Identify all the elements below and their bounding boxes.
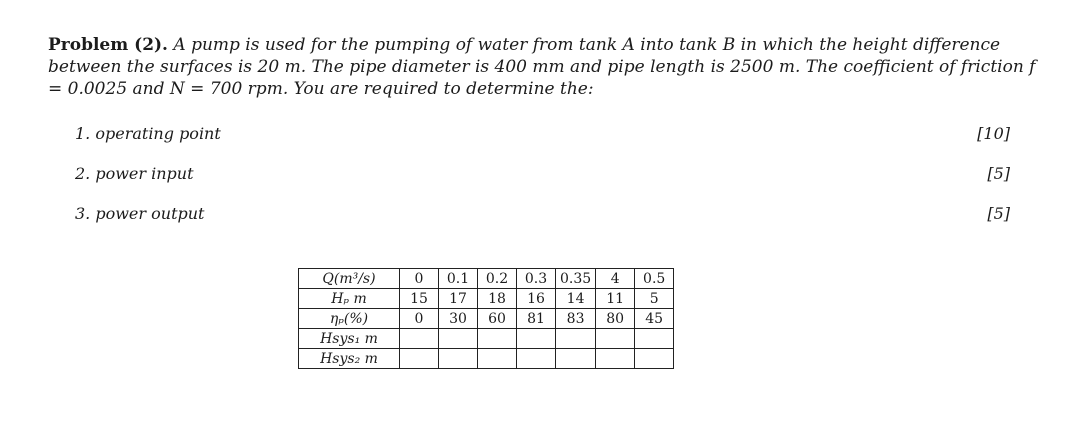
table-cell: 60	[478, 309, 517, 329]
table-cell	[635, 329, 674, 349]
table-cell: 30	[439, 309, 478, 329]
question-item	[75, 164, 1010, 204]
row-label: Hₚ m	[299, 289, 400, 309]
table-cell: 81	[517, 309, 556, 329]
row-label: Hsys₁ m	[299, 329, 400, 349]
table-cell	[596, 329, 635, 349]
table-cell: 4	[596, 269, 635, 289]
table-cell	[596, 349, 635, 369]
table-cell: 11	[596, 289, 635, 309]
problem-text: A pump is used for the pumping of water from tank A into tank B in which the height difference between the surfaces is 20 m. The pipe diameter is 400 mm and pipe length is 2500 m. The coefficient of friction f = 0.0025 and N = 700 rpm. You are required to determine the:	[48, 35, 1036, 99]
table-cell	[517, 329, 556, 349]
table-cell	[635, 349, 674, 369]
row-label: Hsys₂ m	[299, 349, 400, 369]
row-label: ηₚ(%)	[299, 309, 400, 329]
question-list	[75, 124, 1010, 244]
table-cell	[439, 349, 478, 369]
table-cell	[478, 349, 517, 369]
table-cell: 17	[439, 289, 478, 309]
table-cell	[478, 329, 517, 349]
table-cell: 14	[556, 289, 596, 309]
table-cell: 15	[400, 289, 439, 309]
pump-data-table	[298, 268, 674, 369]
question-text: 1. operating point	[75, 124, 221, 143]
table-cell: 83	[556, 309, 596, 329]
table-row	[299, 329, 674, 349]
question-marks: [10]	[977, 124, 1010, 143]
table-cell: 18	[478, 289, 517, 309]
question-text: 3. power output	[75, 204, 205, 223]
table-cell: 0.5	[635, 269, 674, 289]
problem-heading: Problem (2).	[48, 35, 168, 55]
table-cell: 5	[635, 289, 674, 309]
question-text: 2. power input	[75, 164, 194, 183]
table-cell	[517, 349, 556, 369]
row-label: Q(m³/s)	[299, 269, 400, 289]
table-cell	[400, 329, 439, 349]
table-cell: 16	[517, 289, 556, 309]
table-row	[299, 289, 674, 309]
table-cell: 0	[400, 269, 439, 289]
table-cell: 0	[400, 309, 439, 329]
table-cell	[400, 349, 439, 369]
question-item	[75, 124, 1010, 164]
question-item	[75, 204, 1010, 244]
table-row	[299, 309, 674, 329]
table-cell: 0.35	[556, 269, 596, 289]
question-marks: [5]	[987, 204, 1010, 223]
table-row	[299, 269, 674, 289]
table-cell: 45	[635, 309, 674, 329]
table-cell	[556, 329, 596, 349]
table-cell: 0.2	[478, 269, 517, 289]
problem-statement	[48, 34, 1038, 100]
table-cell: 0.1	[439, 269, 478, 289]
table-cell: 0.3	[517, 269, 556, 289]
table-cell: 80	[596, 309, 635, 329]
question-marks: [5]	[987, 164, 1010, 183]
table-cell	[556, 349, 596, 369]
table-cell	[439, 329, 478, 349]
table-row	[299, 349, 674, 369]
